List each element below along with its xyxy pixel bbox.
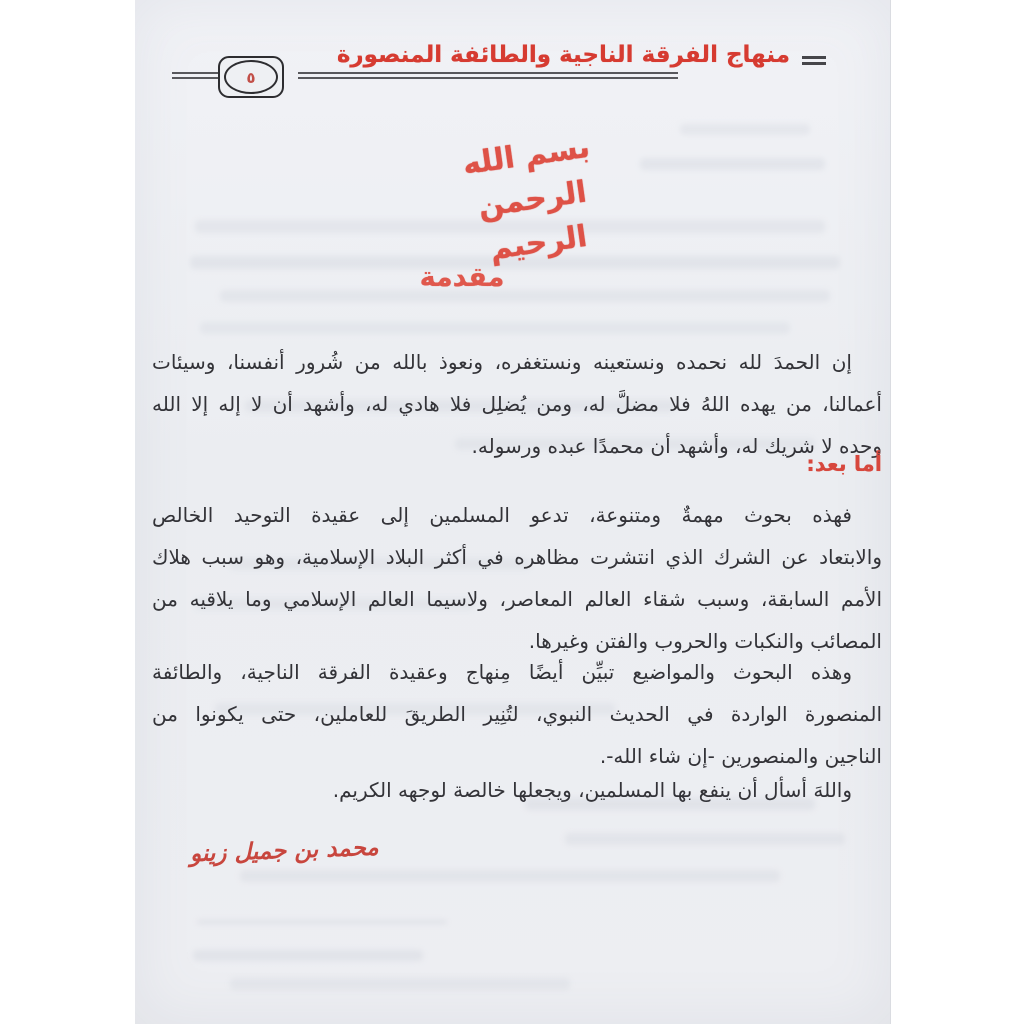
book-title: منهاج الفرقة الناجية والطائفة المنصورة bbox=[336, 42, 790, 68]
text-line: إن الحمدَ لله نحمده ونستعينه ونستغفره، ونعوذ بالله من شُرور أنفسنا، وسيئات bbox=[152, 350, 852, 374]
text-line: واللهَ أسأل أن ينفع بها المسلمين، ويجعلها خالصة لوجهه الكريم. bbox=[332, 778, 852, 802]
paragraph-khutbah bbox=[152, 341, 882, 467]
text-line: المصائب والنكبات والحروب والفتن وغيرها. bbox=[528, 629, 882, 653]
subheading-ama-baad: أما بعد: bbox=[806, 452, 882, 476]
paragraph-dua bbox=[152, 769, 882, 811]
basmala-calligraphy: بسم الله الرحمن الرحيم bbox=[460, 129, 592, 268]
book-page bbox=[135, 0, 891, 1024]
text-line: الأمم السابقة، وسبب شقاء العالم المعاصر، ولاسيما العالم الإسلامي وما يلاقيه من bbox=[152, 587, 882, 611]
text-line: أعمالنا، من يهده اللهُ فلا مضلَّ له، ومن يُضلِل فلا هادي له، وأشهد أن لا إله إلا الله bbox=[152, 392, 882, 416]
page-number: ٥ bbox=[246, 68, 256, 87]
header-rule-left bbox=[172, 72, 220, 79]
text-line: وهذه البحوث والمواضيع تبيِّن أيضًا مِنهاج وعقيدة الفرقة الناجية، والطائفة bbox=[152, 660, 852, 684]
section-heading: مقدمة bbox=[419, 262, 505, 293]
header-rule-mark-icon bbox=[802, 56, 826, 65]
paragraph-purpose bbox=[152, 651, 882, 777]
paragraph-topic bbox=[152, 494, 882, 662]
text-line: وحده لا شريك له، وأشهد أن محمدًا عبده ورسوله. bbox=[471, 434, 882, 458]
page-number-ornament bbox=[218, 56, 284, 98]
text-line: فهذه بحوث مهمةٌ ومتنوعة، تدعو المسلمين إلى عقيدة التوحيد الخالص bbox=[152, 503, 852, 527]
author-signature: محمد بن جميل زينو bbox=[189, 834, 380, 868]
page-number-oval bbox=[224, 60, 278, 94]
text-line: المنصورة الواردة في الحديث النبوي، لتُنِير الطريقَ للعاملين، حتى يكونوا من bbox=[152, 702, 882, 726]
header-rule bbox=[298, 72, 678, 79]
text-line: والابتعاد عن الشرك الذي انتشرت مظاهره في أكثر البلاد الإسلامية، وهو سبب هلاك bbox=[152, 545, 882, 569]
text-line: الناجين والمنصورين -إن شاء الله-. bbox=[599, 744, 882, 768]
